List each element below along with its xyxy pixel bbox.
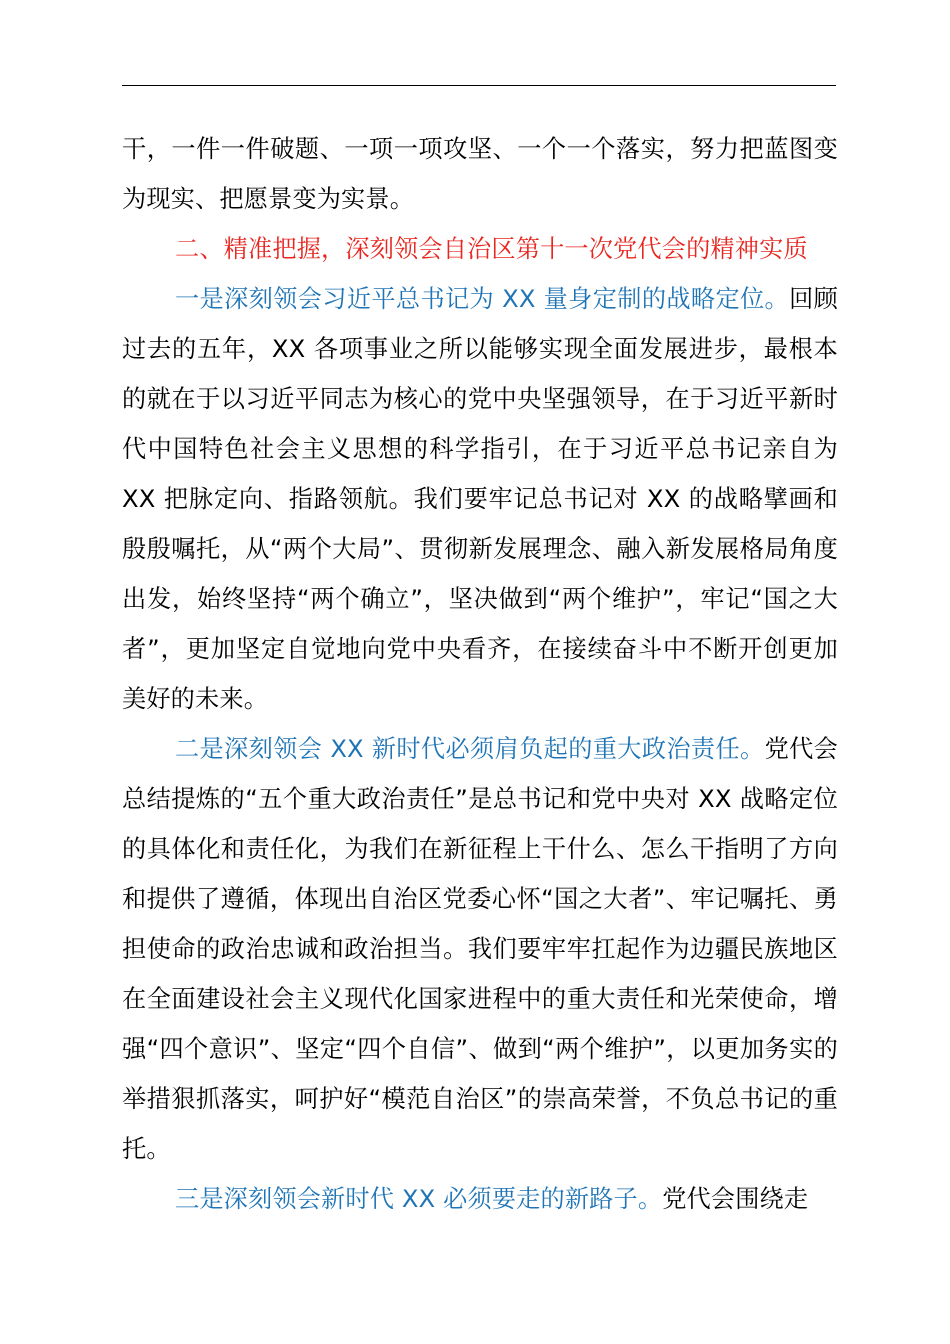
paragraph-continuation: 干，一件一件破题、一项一项攻坚、一个一个落实，努力把蓝图变为现实、把愿景变为实景。 (122, 135, 838, 213)
section-heading: 二、精准把握，深刻领会自治区第十一次党代会的精神实质 (175, 235, 808, 263)
point-3-lead: 三是深刻领会新时代 XX 必须要走的新路子。 (175, 1185, 663, 1213)
point-2-body: 党代会总结提炼的“五个重大政治责任”是总书记和党中央对 XX 战略定位的具体化和责任化，为我们在新征程上干什么、怎么干指明了方向和提供了遵循，体现出自治区党委心怀“国之大者”、牢记嘱托、勇担使命的政治忠诚和政治担当。我们要牢牢扛起作为边疆民族地区在全面建设社会主义现代化国家进程中的重大责任和光荣使命，增强“四个意识”、坚定“四个自信”、做到“两个维护”，以更加务实的举措狠抓落实，呵护好“模范自治区”的崇高荣誉，不负总书记的重托。 (122, 735, 838, 1163)
point-1-lead: 一是深刻领会习近平总书记为 XX 量身定制的战略定位。 (175, 285, 790, 313)
document-body (122, 124, 838, 1224)
paragraph-point-3 (122, 1174, 838, 1224)
point-1-body: 回顾过去的五年，XX 各项事业之所以能够实现全面发展进步，最根本的就在于以习近平同志为核心的党中央坚强领导，在于习近平新时代中国特色社会主义思想的科学指引，在于习近平总书记亲自为 XX 把脉定向、指路领航。我们要牢记总书记对 XX 的战略擘画和殷殷嘱托，从“两个大局”、贯彻新发展理念、融入新发展格局角度出发，始终坚持“两个确立”，坚决做到“两个维护”，牢记“国之大者”，更加坚定自觉地向党中央看齐，在接续奋斗中不断开创更加美好的未来。 (122, 285, 838, 713)
point-3-body: 党代会围绕走 (662, 1185, 809, 1213)
paragraph-point-2 (122, 724, 838, 1174)
point-2-lead: 二是深刻领会 XX 新时代必须肩负起的重大政治责任。 (175, 735, 765, 763)
paragraph-point-1 (122, 274, 838, 724)
header-rule (122, 85, 836, 86)
